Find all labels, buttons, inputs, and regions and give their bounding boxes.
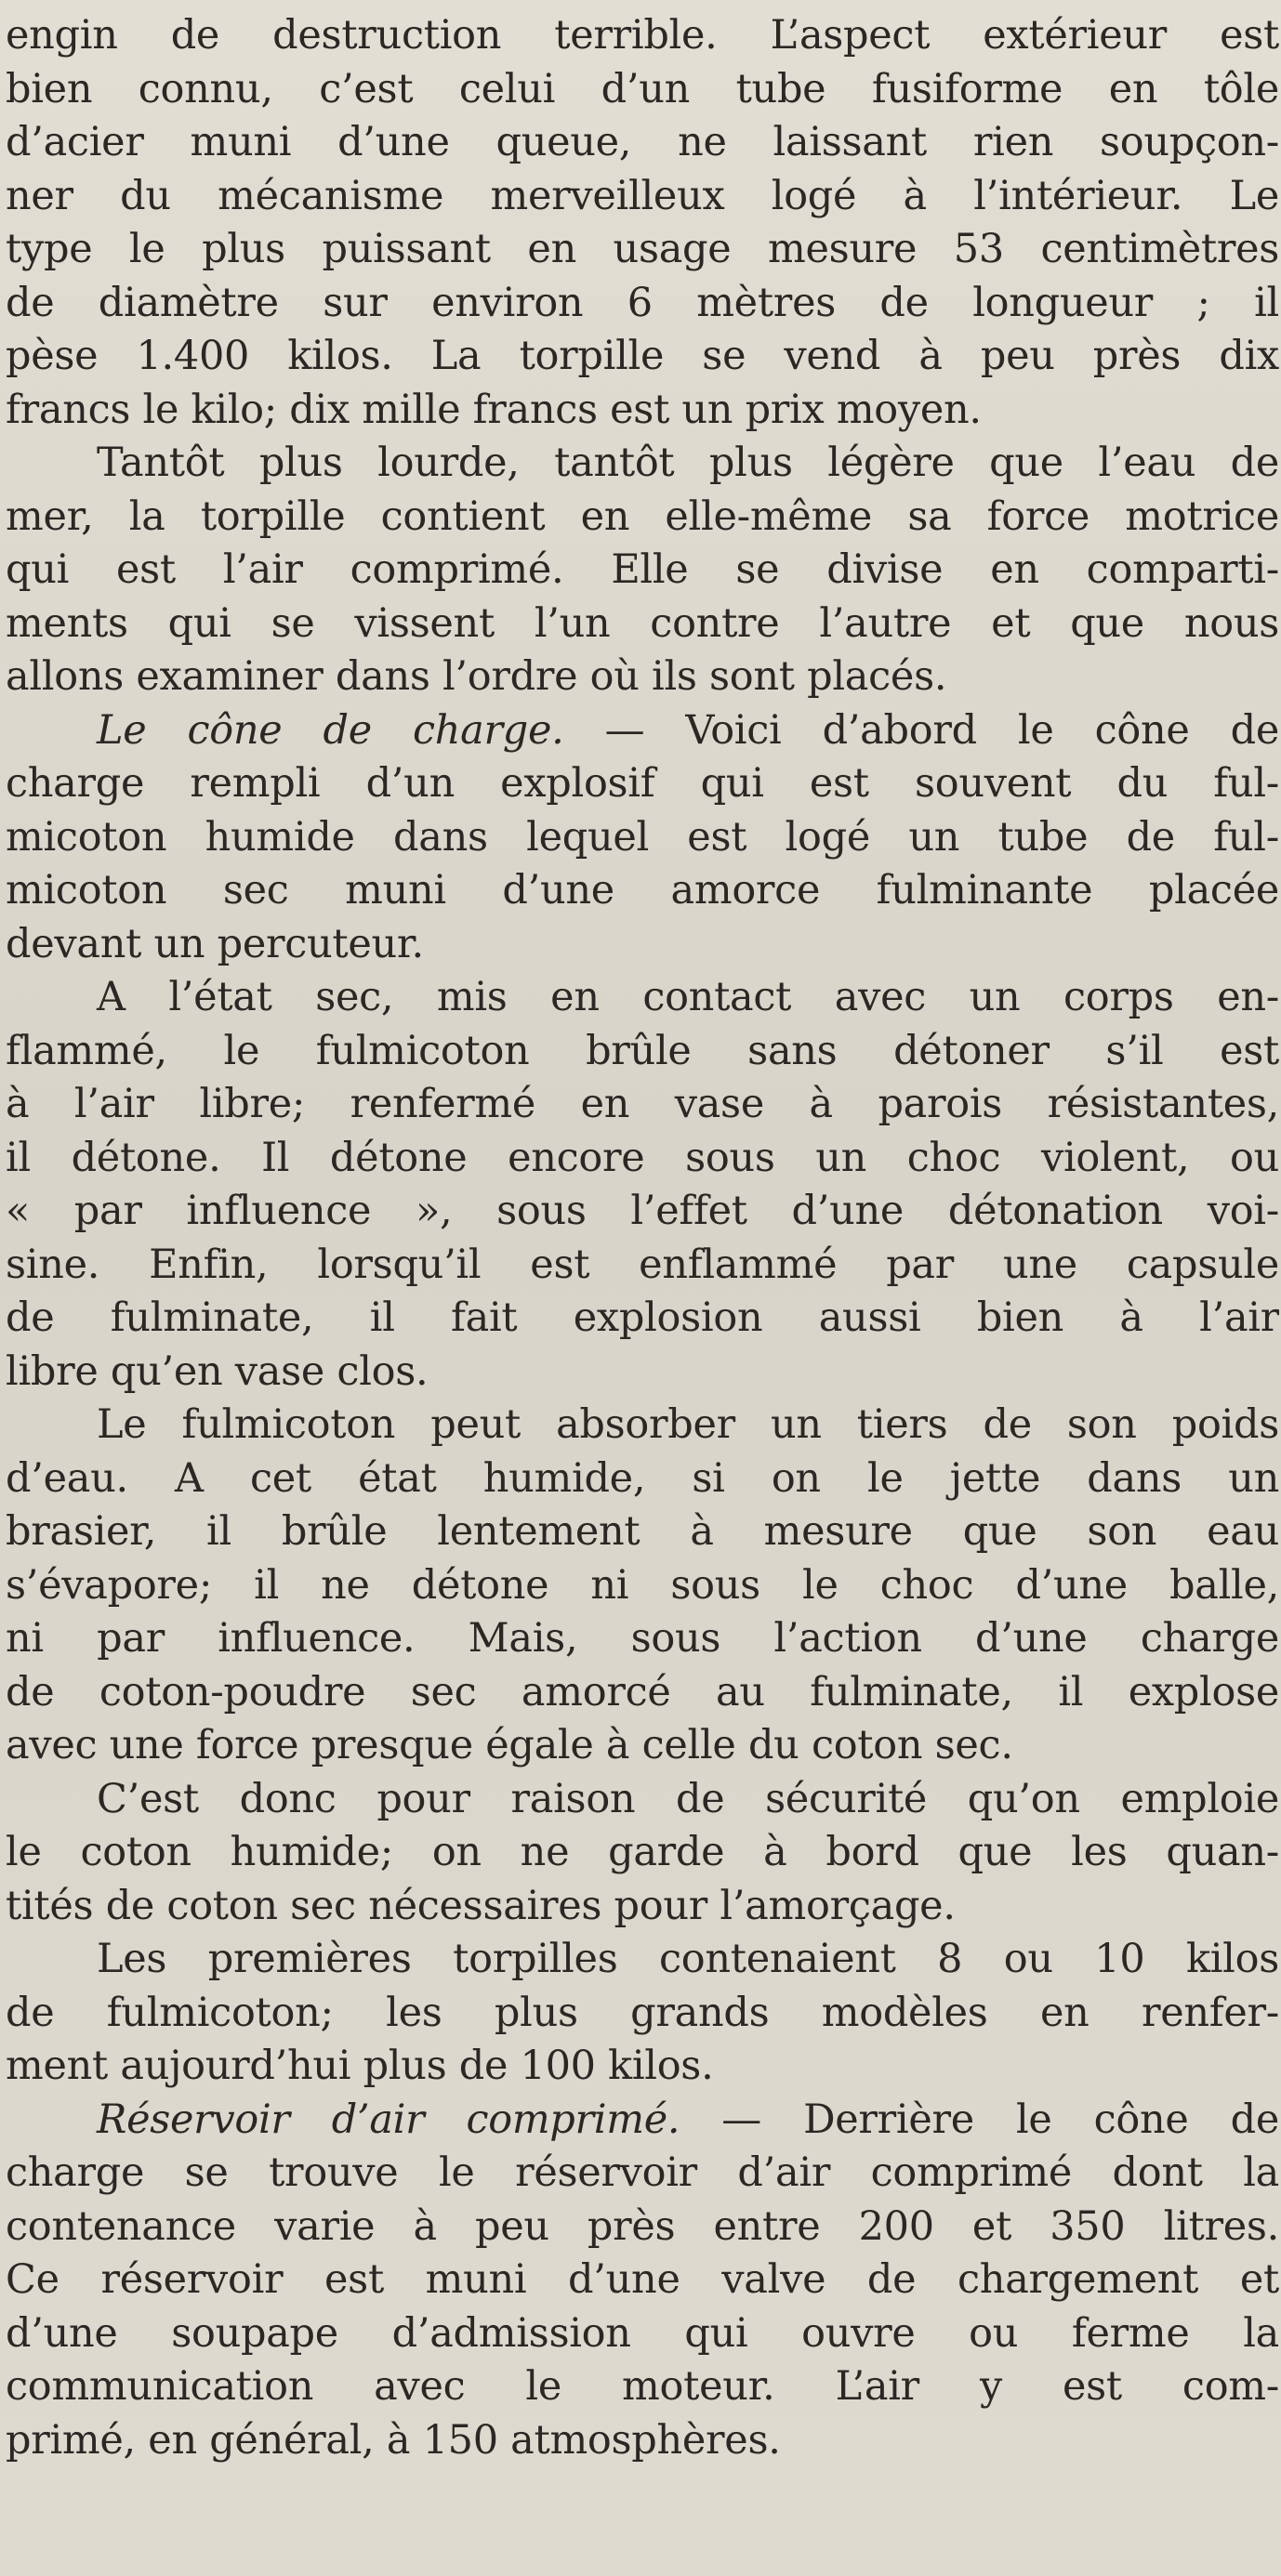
- text-line-12: ments qui se vissent l’un contre l’autre et que nous: [6, 599, 1279, 647]
- text-line-13: allons examiner dans l’ordre où ils sont placés.: [6, 653, 947, 700]
- text-line-24: sine. Enfin, lorsqu’il est enflammé par une capsule: [6, 1241, 1279, 1288]
- text-line-21: à l’air libre; renfermé en vase à parois résistantes,: [6, 1081, 1279, 1127]
- text-line-18: devant un percuteur.: [6, 920, 424, 967]
- text-line-23: « par influence », sous l’effet d’une détonation voi-: [6, 1188, 1279, 1234]
- text-line-10: mer, la torpille contient en elle-même sa force motrice: [6, 493, 1279, 540]
- text-line-29: brasier, il brûle lentement à mesure que son eau: [6, 1508, 1279, 1555]
- text-line-39: ment aujourd’hui plus de 100 kilos.: [6, 2043, 714, 2089]
- text-line-22: il détone. Il détone encore sous un choc violent, ou: [6, 1134, 1279, 1181]
- text-line-34: C’est donc pour raison de sécurité qu’on emploie: [97, 1775, 1279, 1822]
- text-line-45: communication avec le moteur. L’air y est com-: [6, 2363, 1279, 2410]
- text-line-8: francs le kilo; dix mille francs est un prix moyen.: [6, 386, 982, 433]
- text-line-28: d’eau. A cet état humide, si on le jette dans un: [6, 1454, 1279, 1502]
- text-line-32: de coton-poudre sec amorcé au fulminate, il explose: [6, 1668, 1279, 1715]
- text-line-43: Ce réservoir est muni d’une valve de chargement et: [6, 2256, 1279, 2303]
- text-line-20: flammé, le fulmicoton brûle sans détoner s’il est: [6, 1027, 1279, 1074]
- text-line-30: s’évapore; il ne détone ni sous le choc d’une balle,: [6, 1561, 1279, 1609]
- text-line-3: d’acier muni d’une queue, ne laissant rien soupçon-: [6, 119, 1279, 165]
- text-line-38: de fulmicoton; les plus grands modèles en renfer-: [6, 1989, 1279, 2036]
- text-line-7: pèse 1.400 kilos. La torpille se vend à peu près dix: [6, 333, 1279, 379]
- text-line-46: primé, en général, à 150 atmosphères.: [6, 2416, 781, 2464]
- text-line-19: A l’état sec, mis en contact avec un corps en-: [97, 974, 1279, 1020]
- section-heading-reservoir: Réservoir d’air comprimé.: [97, 2096, 680, 2143]
- text-line-14: [6, 704, 1279, 758]
- text-line-15: charge rempli d’un explosif qui est souvent du ful-: [6, 760, 1279, 807]
- text-line-36: tités de coton sec nécessaires pour l’amorçage.: [6, 1882, 956, 1929]
- body-text: [6, 9, 1279, 2467]
- text-line-5: type le plus puissant en usage mesure 53 centimètres: [6, 226, 1279, 272]
- text-line-25: de fulminate, il fait explosion aussi bien à l’air: [6, 1295, 1279, 1341]
- text-line-11: qui est l’air comprimé. Elle se divise en comparti-: [6, 546, 1279, 593]
- text-line-6: de diamètre sur environ 6 mètres de longueur ; il: [6, 279, 1279, 326]
- text-line-9: Tantôt plus lourde, tantôt plus légère que l’eau de: [97, 440, 1279, 486]
- text-line-1: engin de destruction terrible. L’aspect extérieur est: [6, 12, 1279, 59]
- text-line-16: micoton humide dans lequel est logé un tube de ful-: [6, 813, 1279, 861]
- text-line-44: d’une soupape d’admission qui ouvre ou ferme la: [6, 2309, 1279, 2357]
- text-line-2: bien connu, c’est celui d’un tube fusiforme en tôle: [6, 65, 1279, 112]
- text-line-26: libre qu’en vase clos.: [6, 1347, 429, 1395]
- text-line-14-rest: — Voici d’abord le cône de: [563, 706, 1279, 754]
- text-line-17: micoton sec muni d’une amorce fulminante placée: [6, 867, 1279, 913]
- text-line-40: [6, 2094, 1279, 2148]
- text-line-42: contenance varie à peu près entre 200 et 350 litres.: [6, 2202, 1279, 2250]
- text-line-35: le coton humide; on ne garde à bord que les quan-: [6, 1829, 1279, 1875]
- text-line-41: charge se trouve le réservoir d’air comprimé dont la: [6, 2149, 1279, 2196]
- text-line-27: Le fulmicoton peut absorber un tiers de son poids: [97, 1401, 1279, 1448]
- text-line-4: ner du mécanisme merveilleux logé à l’intérieur. Le: [6, 172, 1279, 219]
- text-line-33: avec une force presque égale à celle du coton sec.: [6, 1722, 1013, 1768]
- text-line-31: ni par influence. Mais, sous l’action d’une charge: [6, 1615, 1279, 1662]
- section-heading-cone: Le cône de charge.: [97, 706, 564, 754]
- text-line-40-rest: — Derrière le cône de: [680, 2096, 1279, 2143]
- text-line-37: Les premières torpilles contenaient 8 ou 10 kilos: [97, 1936, 1279, 1982]
